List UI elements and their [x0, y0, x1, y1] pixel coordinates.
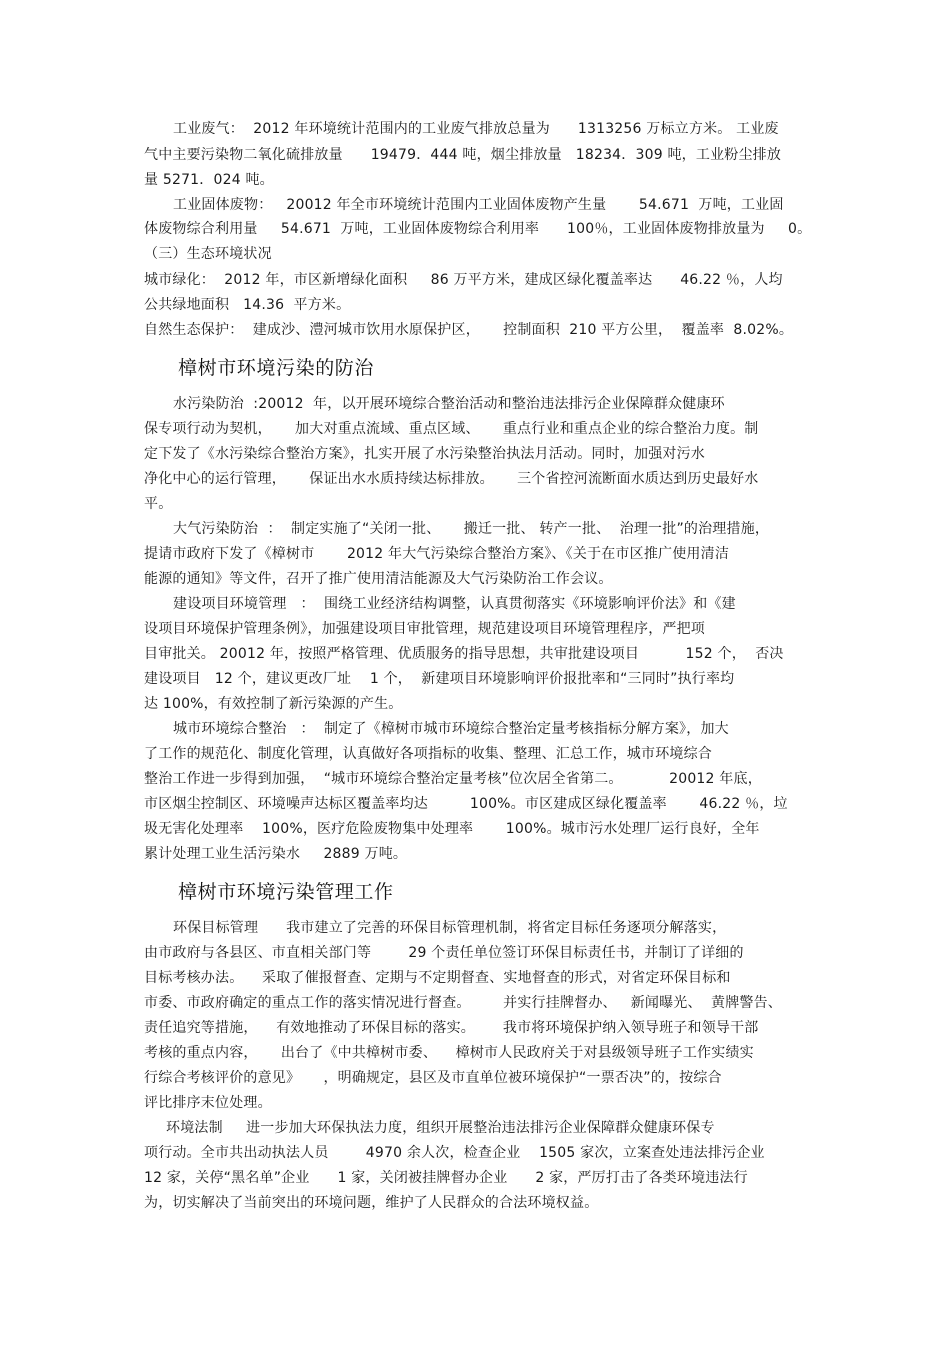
text-line: 由市政府与各县区、市直相关部门等 29 个责任单位签订环保目标责任书，并制订了详细的	[144, 945, 744, 961]
text-line: 能源的通知》等文件，召开了推广使用清洁能源及大气污染防治工作会议。	[144, 571, 613, 587]
text-line: 公共绿地面积 14.36 平方米。	[144, 297, 351, 313]
text-line: 提请市政府下发了《樟树市 2012 年大气污染综合整治方案》、《关于在市区推广使用清洁	[144, 546, 730, 562]
text-line: 城市绿化： 2012 年，市区新增绿化面积 86 万平方米，建成区绿化覆盖率达 46.22 ％，人均	[144, 272, 783, 288]
text-line: 大气污染防治 ： 制定实施了“关闭一批、 搬迁一批、 转产一批、 治理一批”的治理措施，	[173, 521, 770, 537]
text-line: 净化中心的运行管理， 保证出水水质持续达标排放。 三个省控河流断面水质达到历史最好水	[144, 471, 759, 487]
text-line: 工业废气： 2012 年环境统计范围内的工业废气排放总量为 1313256 万标立方米。 工业废	[173, 121, 779, 137]
text-line: 气中主要污染物二氧化硫排放量 19479．444 吨，烟尘排放量 18234．309 吨，工业粉尘排放	[144, 147, 782, 163]
text-line: 市区烟尘控制区、环境噪声达标区覆盖率均达 100%。市区建成区绿化覆盖率 46.22 ％，垃	[144, 796, 788, 812]
text-line: 建设项目环境管理 ： 围绕工业经济结构调整，认真贯彻落实《环境影响评价法》和《建	[173, 596, 736, 612]
text-line: 定下发了《水污染综合整治方案》，扎实开展了水污染整治执法月活动。同时，加强对污水	[144, 446, 705, 462]
text-line: 评比排序末位处理。	[144, 1095, 272, 1111]
text-line: 考核的重点内容， 出台了《中共樟树市委、 樟树市人民政府关于对县级领导班子工作实绩实	[144, 1045, 754, 1061]
text-line: 量 5271．024 吨。	[144, 172, 274, 188]
text-line: 整治工作进一步得到加强， “城市环境综合整治定量考核”位次居全省第二。 20012 年底，	[144, 771, 762, 787]
text-line: 责任追究等措施， 有效地推动了环保目标的落实。 我市将环境保护纳入领导班子和领导干部	[144, 1020, 759, 1036]
text-line: 设项目环境保护管理条例》，加强建设项目审批管理，规范建设项目环境管理程序，严把项	[144, 621, 705, 637]
text-line: 环境法制 进一步加大环保执法力度，组织开展整治违法排污企业保障群众健康环保专	[166, 1120, 715, 1136]
text-line: 项行动。全市共出动执法人员 4970 余人次，检查企业 1505 家次，立案查处违法排污企业	[144, 1145, 765, 1161]
subsection-title: （三）生态环境状况	[144, 246, 272, 262]
text-line: 工业固体废物： 20012 年全市环境统计范围内工业固体废物产生量 54.671 万吨，工业固	[173, 197, 784, 213]
text-line: 了工作的规范化、制度化管理，认真做好各项指标的收集、整理、汇总工作，城市环境综合	[144, 746, 712, 762]
text-line: 城市环境综合整治 ： 制定了《樟树市城市环境综合整治定量考核指标分解方案》，加大	[173, 721, 729, 737]
text-line: 目标考核办法。 采取了催报督查、定期与不定期督查、实地督查的形式，对省定环保目标和	[144, 970, 731, 986]
text-line: 建设项目 12 个，建议更改厂址 1 个， 新建项目环境影响评价报批率和“三同时”执行率均	[144, 671, 735, 687]
text-line: 为，切实解决了当前突出的环境问题，维护了人民群众的合法环境权益。	[144, 1195, 599, 1211]
text-line: 市委、市政府确定的重点工作的落实情况进行督查。 并实行挂牌督办、 新闻曝光、 黄牌警告、	[144, 995, 782, 1011]
text-line: 12 家，关停“黑名单”企业 1 家，关闭被挂牌督办企业 2 家，严厉打击了各类环境违法行	[144, 1170, 748, 1186]
text-line: 目审批关。 20012 年，按照严格管理、优质服务的指导思想，共审批建设项目 152 个， 否决	[144, 646, 784, 662]
text-line: 保专项行动为契机， 加大对重点流域、重点区域、 重点行业和重点企业的综合整治力度。制	[144, 421, 759, 437]
text-line: 自然生态保护： 建成沙、澧河城市饮用水原保护区， 控制面积 210 平方公里， 覆盖率 8.02%。	[144, 322, 794, 338]
text-line: 行综合考核评价的意见》 ，明确规定，县区及市直单位被环境保护“一票否决”的，按综合	[144, 1070, 722, 1086]
text-line: 累计处理工业生活污染水 2889 万吨。	[144, 846, 408, 862]
section-heading: 樟树市环境污染管理工作	[178, 881, 394, 903]
text-line: 环保目标管理 我市建立了完善的环保目标管理机制，将省定目标任务逐项分解落实，	[173, 920, 727, 936]
section-heading: 樟树市环境污染的防治	[178, 357, 375, 379]
text-line: 达 100%，有效控制了新污染源的产生。	[144, 696, 403, 712]
text-line: 圾无害化处理率 100%，医疗危险废物集中处理率 100%。城市污水处理厂运行良好，全年	[144, 821, 760, 837]
text-line: 平。	[144, 496, 173, 512]
text-line: 水污染防治 :20012 年，以开展环境综合整治活动和整治违法排污企业保障群众健康环	[173, 396, 725, 412]
text-line: 体废物综合利用量 54.671 万吨，工业固体废物综合利用率 100％，工业固体废物排放量为 0。	[144, 221, 812, 237]
